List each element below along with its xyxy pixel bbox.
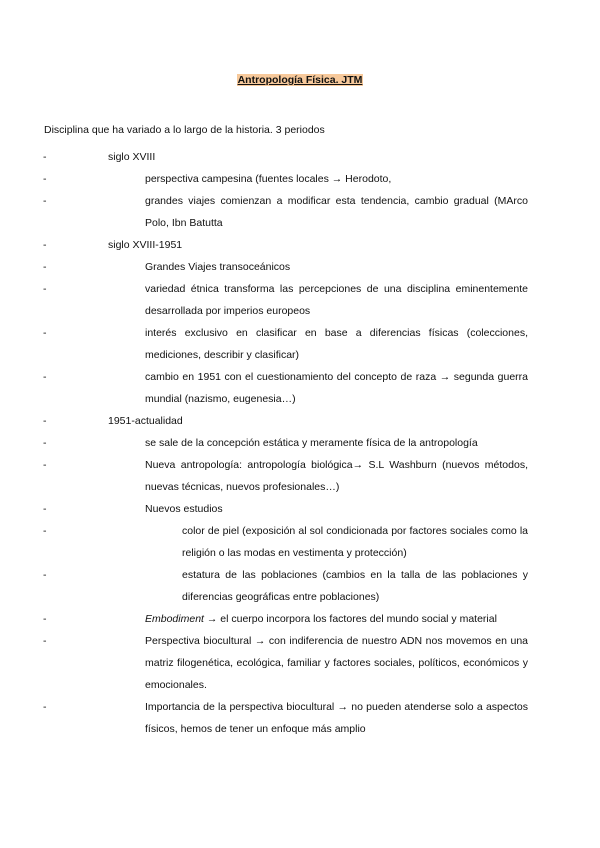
bullet-dash: - (43, 261, 47, 273)
list-item-text: cambio en 1951 con el cuestionamiento del concepto de raza → segunda guerra mundial (nazismo, eugenesia…) (145, 371, 528, 405)
list-item (0, 432, 600, 454)
list-item (0, 234, 600, 256)
list-item (0, 608, 600, 630)
list-item-text: color de piel (exposición al sol condicionada por factores sociales como la religión o las modas en vestimenta y protección) (182, 525, 528, 559)
list-item-text: Perspectiva biocultural → con indiferencia de nuestro ADN nos movemos en una matriz filogenética, ecológica, familiar y factores sociales, políticos, económicos y emocionales. (145, 635, 528, 691)
bullet-dash: - (43, 437, 47, 449)
list-item (0, 564, 600, 608)
list-item-text: Importancia de la perspectiva biocultural → no pueden atenderse solo a aspectos físicos, hemos de tener un enfoque más amplio (145, 701, 528, 735)
list-item-text: grandes viajes comienzan a modificar esta tendencia, cambio gradual (MArco Polo, Ibn Batutta (145, 195, 528, 229)
list-item-text: Embodiment → el cuerpo incorpora los factores del mundo social y material (145, 613, 497, 625)
outline-list (0, 146, 600, 740)
list-item (0, 498, 600, 520)
list-item-text: 1951-actualidad (108, 415, 183, 427)
bullet-dash: - (43, 195, 47, 207)
bullet-dash: - (43, 635, 47, 647)
bullet-dash: - (43, 415, 47, 427)
list-item-text: perspectiva campesina (fuentes locales → Herodoto, (145, 173, 392, 185)
list-item-text: siglo XVIII (108, 151, 156, 163)
bullet-dash: - (43, 525, 47, 537)
bullet-dash: - (43, 701, 47, 713)
list-item-text: Nueva antropología: antropología biológica→ S.L Washburn (nuevos métodos, nuevas técnicas, nuevos profesionales…) (145, 459, 528, 493)
list-item (0, 630, 600, 696)
list-item (0, 520, 600, 564)
list-item-text: estatura de las poblaciones (cambios en la talla de las poblaciones y diferencias geográficas entre poblaciones) (182, 569, 528, 603)
document-title-text: Antropología Física. JTM (237, 74, 363, 86)
list-item-text: interés exclusivo en clasificar en base a diferencias físicas (colecciones, mediciones, describir y clasificar) (145, 327, 528, 361)
bullet-dash: - (43, 151, 47, 163)
bullet-dash: - (43, 283, 47, 295)
list-item (0, 256, 600, 278)
list-item-text: Nuevos estudios (145, 503, 223, 515)
list-item (0, 696, 600, 740)
emphasized-term: Embodiment (145, 613, 204, 625)
intro-paragraph: Disciplina que ha variado a lo largo de la historia. 3 periodos (44, 124, 325, 136)
list-item-text: variedad étnica transforma las percepciones de una disciplina eminentemente desarrollada por imperios europeos (145, 283, 528, 317)
list-item-text: Grandes Viajes transoceánicos (145, 261, 291, 273)
bullet-dash: - (43, 503, 47, 515)
bullet-dash: - (43, 327, 47, 339)
bullet-dash: - (43, 569, 47, 581)
list-item (0, 366, 600, 410)
list-item (0, 454, 600, 498)
list-item-text: siglo XVIII-1951 (108, 239, 183, 251)
bullet-dash: - (43, 613, 47, 625)
list-item-text: se sale de la concepción estática y meramente física de la antropología (145, 437, 478, 449)
list-item (0, 168, 600, 190)
list-item (0, 190, 600, 234)
bullet-dash: - (43, 173, 47, 185)
document-title (0, 74, 600, 86)
list-item (0, 410, 600, 432)
list-item (0, 322, 600, 366)
bullet-dash: - (43, 459, 47, 471)
bullet-dash: - (43, 239, 47, 251)
bullet-dash: - (43, 371, 47, 383)
list-item (0, 146, 600, 168)
list-item (0, 278, 600, 322)
